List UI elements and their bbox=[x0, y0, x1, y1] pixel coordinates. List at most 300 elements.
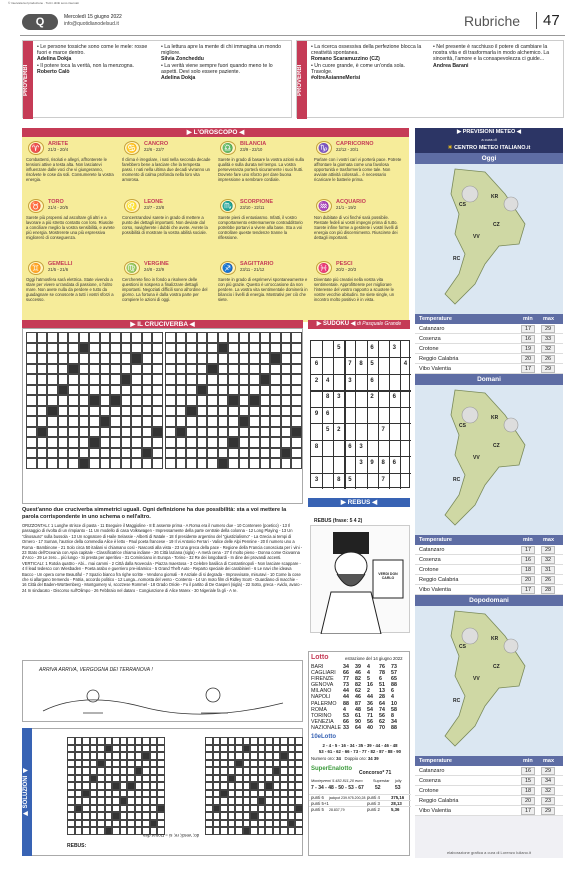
crossword-cell[interactable] bbox=[26, 343, 37, 354]
crossword-cell[interactable] bbox=[260, 458, 271, 469]
crossword-cell[interactable] bbox=[112, 805, 120, 813]
crossword-cell[interactable] bbox=[197, 364, 208, 375]
crossword-cell[interactable] bbox=[265, 812, 273, 820]
crossword-cell[interactable] bbox=[110, 406, 121, 417]
crossword-cell[interactable] bbox=[47, 353, 58, 364]
crossword-cell[interactable] bbox=[207, 458, 218, 469]
crossword-cell[interactable] bbox=[260, 374, 271, 385]
crossword-cell[interactable] bbox=[152, 374, 163, 385]
crossword-cell[interactable] bbox=[228, 416, 239, 427]
crossword-cell[interactable] bbox=[105, 767, 113, 775]
crossword-cell[interactable] bbox=[150, 745, 158, 753]
crossword-cell[interactable] bbox=[131, 343, 142, 354]
crossword-cell[interactable] bbox=[273, 782, 281, 790]
crossword-cell[interactable] bbox=[37, 385, 48, 396]
crossword-cell[interactable] bbox=[260, 385, 271, 396]
crossword-cell[interactable] bbox=[58, 458, 69, 469]
crossword-cell[interactable] bbox=[280, 812, 288, 820]
crossword-cell[interactable] bbox=[220, 805, 228, 813]
crossword-cell[interactable] bbox=[176, 416, 187, 427]
crossword-cell[interactable] bbox=[235, 820, 243, 828]
crossword-cell[interactable] bbox=[205, 805, 213, 813]
crossword-cell[interactable] bbox=[228, 395, 239, 406]
crossword-cell[interactable] bbox=[295, 760, 303, 768]
crossword-cell[interactable] bbox=[89, 437, 100, 448]
crossword-cell[interactable] bbox=[79, 353, 90, 364]
crossword-cell[interactable] bbox=[273, 812, 281, 820]
crossword-cell[interactable] bbox=[260, 416, 271, 427]
crossword-cell[interactable] bbox=[265, 775, 273, 783]
crossword-cell[interactable] bbox=[207, 395, 218, 406]
crossword-cell[interactable] bbox=[131, 332, 142, 343]
crossword-cell[interactable] bbox=[58, 395, 69, 406]
crossword-cell[interactable] bbox=[105, 782, 113, 790]
crossword-cell[interactable] bbox=[150, 820, 158, 828]
crossword-cell[interactable] bbox=[100, 374, 111, 385]
crossword-cell[interactable] bbox=[135, 790, 143, 798]
crossword-cell[interactable] bbox=[105, 790, 113, 798]
crossword-cell[interactable] bbox=[142, 737, 150, 745]
crossword-cell[interactable] bbox=[243, 752, 251, 760]
crossword-cell[interactable] bbox=[205, 767, 213, 775]
crossword-cell[interactable] bbox=[258, 827, 266, 835]
crossword-cell[interactable] bbox=[176, 427, 187, 438]
crossword-cell[interactable] bbox=[228, 790, 236, 798]
crossword-cell[interactable] bbox=[75, 767, 83, 775]
crossword-cell[interactable] bbox=[89, 406, 100, 417]
crossword-cell[interactable] bbox=[37, 406, 48, 417]
crossword-cell[interactable] bbox=[142, 805, 150, 813]
crossword-cell[interactable] bbox=[220, 782, 228, 790]
crossword-cell[interactable] bbox=[228, 745, 236, 753]
crossword-cell[interactable] bbox=[142, 458, 153, 469]
sudoku-cell[interactable]: 8 bbox=[337, 476, 341, 483]
crossword-cell[interactable] bbox=[176, 406, 187, 417]
crossword-cell[interactable] bbox=[197, 395, 208, 406]
crossword-cell[interactable] bbox=[280, 775, 288, 783]
crossword-cell[interactable] bbox=[67, 752, 75, 760]
sudoku-cell[interactable]: 2 bbox=[314, 377, 319, 384]
crossword-cell[interactable] bbox=[291, 427, 302, 438]
crossword-cell[interactable] bbox=[291, 437, 302, 448]
crossword-cell[interactable] bbox=[26, 332, 37, 343]
crossword-cell[interactable] bbox=[213, 805, 221, 813]
crossword-cell[interactable] bbox=[288, 737, 296, 745]
crossword-cell[interactable] bbox=[131, 353, 142, 364]
crossword-cell[interactable] bbox=[273, 745, 281, 753]
crossword-cell[interactable] bbox=[152, 437, 163, 448]
crossword-cell[interactable] bbox=[218, 416, 229, 427]
crossword-cell[interactable] bbox=[186, 395, 197, 406]
crossword-cell[interactable] bbox=[205, 797, 213, 805]
crossword-cell[interactable] bbox=[280, 752, 288, 760]
crossword-cell[interactable] bbox=[58, 364, 69, 375]
crossword-cell[interactable] bbox=[243, 767, 251, 775]
crossword-cell[interactable] bbox=[291, 364, 302, 375]
crossword-cell[interactable] bbox=[249, 353, 260, 364]
crossword-cell[interactable] bbox=[291, 385, 302, 396]
crossword-cell[interactable] bbox=[165, 437, 176, 448]
sudoku-cell[interactable]: 6 bbox=[392, 460, 396, 467]
crossword-cell[interactable] bbox=[220, 752, 228, 760]
crossword-cell[interactable] bbox=[97, 775, 105, 783]
crossword-cell[interactable] bbox=[265, 752, 273, 760]
crossword-cell[interactable] bbox=[142, 416, 153, 427]
sudoku-cell[interactable]: 7 bbox=[381, 476, 385, 483]
crossword-cell[interactable] bbox=[112, 790, 120, 798]
crossword-cell[interactable] bbox=[47, 406, 58, 417]
crossword-cell[interactable] bbox=[186, 374, 197, 385]
contact-email[interactable]: info@quotidianodelsud.it bbox=[64, 21, 119, 27]
crossword-cell[interactable] bbox=[250, 767, 258, 775]
crossword-cell[interactable] bbox=[280, 760, 288, 768]
crossword-cell[interactable] bbox=[205, 775, 213, 783]
crossword-cell[interactable] bbox=[280, 805, 288, 813]
crossword-cell[interactable] bbox=[105, 812, 113, 820]
crossword-cell[interactable] bbox=[228, 343, 239, 354]
crossword-cell[interactable] bbox=[142, 406, 153, 417]
crossword-cell[interactable] bbox=[207, 332, 218, 343]
crossword-cell[interactable] bbox=[120, 812, 128, 820]
crossword-cell[interactable] bbox=[281, 427, 292, 438]
crossword-cell[interactable] bbox=[82, 760, 90, 768]
crossword-cell[interactable] bbox=[90, 752, 98, 760]
crossword-cell[interactable] bbox=[270, 385, 281, 396]
crossword-cell[interactable] bbox=[260, 427, 271, 438]
crossword-cell[interactable] bbox=[100, 458, 111, 469]
crossword-cell[interactable] bbox=[150, 737, 158, 745]
crossword-cell[interactable] bbox=[47, 343, 58, 354]
crossword-cell[interactable] bbox=[26, 353, 37, 364]
crossword-cell[interactable] bbox=[79, 385, 90, 396]
sudoku-cell[interactable]: 3 bbox=[392, 345, 396, 351]
crossword-cell[interactable] bbox=[47, 332, 58, 343]
crossword-cell[interactable] bbox=[37, 437, 48, 448]
crossword-cell[interactable] bbox=[295, 752, 303, 760]
crossword-cell[interactable] bbox=[68, 406, 79, 417]
crossword-cell[interactable] bbox=[281, 416, 292, 427]
crossword-cell[interactable] bbox=[228, 760, 236, 768]
crossword-cell[interactable] bbox=[121, 427, 132, 438]
crossword-cell[interactable] bbox=[67, 812, 75, 820]
crossword-cell[interactable] bbox=[165, 427, 176, 438]
crossword-cell[interactable] bbox=[260, 353, 271, 364]
crossword-cell[interactable] bbox=[295, 812, 303, 820]
crossword-cell[interactable] bbox=[270, 406, 281, 417]
crossword-cell[interactable] bbox=[68, 437, 79, 448]
crossword-cell[interactable] bbox=[239, 458, 250, 469]
crossword-cell[interactable] bbox=[273, 775, 281, 783]
crossword-cell[interactable] bbox=[249, 374, 260, 385]
crossword-cell[interactable] bbox=[79, 395, 90, 406]
crossword-cell[interactable] bbox=[291, 343, 302, 354]
crossword-cell[interactable] bbox=[100, 332, 111, 343]
crossword-cell[interactable] bbox=[97, 745, 105, 753]
crossword-cell[interactable] bbox=[127, 820, 135, 828]
crossword-cell[interactable] bbox=[280, 767, 288, 775]
crossword-cell[interactable] bbox=[135, 782, 143, 790]
crossword-cell[interactable] bbox=[26, 364, 37, 375]
crossword-cell[interactable] bbox=[186, 416, 197, 427]
crossword-cell[interactable] bbox=[142, 343, 153, 354]
crossword-cell[interactable] bbox=[90, 827, 98, 835]
crossword-cell[interactable] bbox=[131, 385, 142, 396]
crossword-cell[interactable] bbox=[295, 737, 303, 745]
crossword-cell[interactable] bbox=[110, 427, 121, 438]
crossword-cell[interactable] bbox=[89, 416, 100, 427]
crossword-cell[interactable] bbox=[291, 458, 302, 469]
crossword-cell[interactable] bbox=[280, 827, 288, 835]
crossword-cell[interactable] bbox=[105, 752, 113, 760]
crossword-cell[interactable] bbox=[26, 427, 37, 438]
crossword-cell[interactable] bbox=[288, 827, 296, 835]
crossword-cell[interactable] bbox=[82, 790, 90, 798]
crossword-cell[interactable] bbox=[205, 782, 213, 790]
crossword-cell[interactable] bbox=[100, 364, 111, 375]
crossword-cell[interactable] bbox=[280, 745, 288, 753]
crossword-cell[interactable] bbox=[165, 374, 176, 385]
crossword-cell[interactable] bbox=[37, 427, 48, 438]
crossword-cell[interactable] bbox=[197, 448, 208, 459]
crossword-cell[interactable] bbox=[110, 395, 121, 406]
crossword-cell[interactable] bbox=[218, 343, 229, 354]
crossword-cell[interactable] bbox=[220, 760, 228, 768]
crossword-cell[interactable] bbox=[228, 775, 236, 783]
crossword-cell[interactable] bbox=[165, 343, 176, 354]
crossword-cell[interactable] bbox=[142, 752, 150, 760]
crossword-cell[interactable] bbox=[288, 782, 296, 790]
crossword-cell[interactable] bbox=[291, 406, 302, 417]
crossword-cell[interactable] bbox=[37, 364, 48, 375]
crossword-cell[interactable] bbox=[26, 458, 37, 469]
crossword-cell[interactable] bbox=[235, 775, 243, 783]
crossword-cell[interactable] bbox=[89, 343, 100, 354]
crossword-cell[interactable] bbox=[165, 406, 176, 417]
crossword-cell[interactable] bbox=[213, 767, 221, 775]
crossword-cell[interactable] bbox=[120, 760, 128, 768]
crossword-cell[interactable] bbox=[265, 760, 273, 768]
crossword-cell[interactable] bbox=[79, 343, 90, 354]
crossword-cell[interactable] bbox=[26, 395, 37, 406]
crossword-cell[interactable] bbox=[281, 406, 292, 417]
crossword-cell[interactable] bbox=[100, 343, 111, 354]
crossword-cell[interactable] bbox=[110, 364, 121, 375]
crossword-cell[interactable] bbox=[150, 782, 158, 790]
crossword-cell[interactable] bbox=[152, 332, 163, 343]
crossword-cell[interactable] bbox=[75, 827, 83, 835]
crossword-cell[interactable] bbox=[249, 385, 260, 396]
crossword-cell[interactable] bbox=[152, 448, 163, 459]
crossword-cell[interactable] bbox=[120, 752, 128, 760]
crossword-cell[interactable] bbox=[249, 416, 260, 427]
crossword-cell[interactable] bbox=[112, 752, 120, 760]
crossword-cell[interactable] bbox=[265, 820, 273, 828]
crossword-cell[interactable] bbox=[213, 752, 221, 760]
crossword-cell[interactable] bbox=[135, 737, 143, 745]
crossword-cell[interactable] bbox=[235, 760, 243, 768]
crossword-cell[interactable] bbox=[79, 416, 90, 427]
crossword-cell[interactable] bbox=[131, 406, 142, 417]
crossword-cell[interactable] bbox=[235, 782, 243, 790]
crossword-cell[interactable] bbox=[250, 827, 258, 835]
crossword-cell[interactable] bbox=[228, 353, 239, 364]
crossword-cell[interactable] bbox=[89, 364, 100, 375]
crossword-cell[interactable] bbox=[186, 332, 197, 343]
crossword-cell[interactable] bbox=[58, 332, 69, 343]
crossword-cell[interactable] bbox=[270, 353, 281, 364]
crossword-cell[interactable] bbox=[150, 812, 158, 820]
crossword-cell[interactable] bbox=[270, 395, 281, 406]
crossword-cell[interactable] bbox=[239, 448, 250, 459]
crossword-cell[interactable] bbox=[218, 374, 229, 385]
crossword-cell[interactable] bbox=[135, 827, 143, 835]
crossword-cell[interactable] bbox=[26, 437, 37, 448]
crossword-cell[interactable] bbox=[250, 797, 258, 805]
crossword-cell[interactable] bbox=[157, 820, 165, 828]
crossword-cell[interactable] bbox=[112, 812, 120, 820]
crossword-cell[interactable] bbox=[100, 406, 111, 417]
crossword-cell[interactable] bbox=[165, 364, 176, 375]
crossword-cell[interactable] bbox=[89, 374, 100, 385]
sudoku-cell[interactable]: 2 bbox=[370, 394, 374, 401]
crossword-cell[interactable] bbox=[165, 353, 176, 364]
crossword-cell[interactable] bbox=[97, 752, 105, 760]
crossword-cell[interactable] bbox=[260, 406, 271, 417]
crossword-cell[interactable] bbox=[142, 812, 150, 820]
sudoku-cell[interactable]: 8 bbox=[381, 460, 385, 467]
crossword-cell[interactable] bbox=[152, 385, 163, 396]
sudoku-cell[interactable]: 5 bbox=[348, 476, 352, 483]
crossword-cell[interactable] bbox=[250, 812, 258, 820]
crossword-cell[interactable] bbox=[249, 332, 260, 343]
crossword-cell[interactable] bbox=[26, 416, 37, 427]
crossword-cell[interactable] bbox=[67, 760, 75, 768]
crossword-cell[interactable] bbox=[295, 775, 303, 783]
crossword-cell[interactable] bbox=[131, 416, 142, 427]
crossword-cell[interactable] bbox=[135, 812, 143, 820]
crossword-cell[interactable] bbox=[68, 416, 79, 427]
crossword-cell[interactable] bbox=[97, 812, 105, 820]
crossword-cell[interactable] bbox=[112, 767, 120, 775]
crossword-cell[interactable] bbox=[121, 416, 132, 427]
crossword-cell[interactable] bbox=[157, 790, 165, 798]
crossword-cell[interactable] bbox=[142, 820, 150, 828]
crossword-cell[interactable] bbox=[258, 820, 266, 828]
crossword-cell[interactable] bbox=[150, 797, 158, 805]
crossword-cell[interactable] bbox=[67, 745, 75, 753]
crossword-cell[interactable] bbox=[258, 760, 266, 768]
crossword-cell[interactable] bbox=[75, 760, 83, 768]
crossword-cell[interactable] bbox=[135, 767, 143, 775]
sudoku-cell[interactable]: 4 bbox=[325, 377, 330, 384]
crossword-cell[interactable] bbox=[228, 812, 236, 820]
crossword-cell[interactable] bbox=[288, 790, 296, 798]
crossword-cell[interactable] bbox=[68, 448, 79, 459]
crossword-cell[interactable] bbox=[207, 437, 218, 448]
crossword-cell[interactable] bbox=[243, 745, 251, 753]
sudoku-cell[interactable]: 8 bbox=[359, 361, 363, 368]
crossword-cell[interactable] bbox=[213, 782, 221, 790]
crossword-cell[interactable] bbox=[228, 797, 236, 805]
crossword-cell[interactable] bbox=[249, 395, 260, 406]
crossword-cell[interactable] bbox=[157, 805, 165, 813]
crossword-cell[interactable] bbox=[258, 812, 266, 820]
crossword-cell[interactable] bbox=[82, 737, 90, 745]
crossword-cell[interactable] bbox=[142, 437, 153, 448]
crossword-cell[interactable] bbox=[288, 752, 296, 760]
crossword-cell[interactable] bbox=[165, 448, 176, 459]
crossword-cell[interactable] bbox=[249, 427, 260, 438]
crossword-cell[interactable] bbox=[295, 790, 303, 798]
crossword-cell[interactable] bbox=[243, 760, 251, 768]
crossword-cell[interactable] bbox=[176, 458, 187, 469]
sudoku-cell[interactable]: 6 bbox=[392, 394, 396, 401]
crossword-cell[interactable] bbox=[127, 767, 135, 775]
crossword-cell[interactable] bbox=[47, 427, 58, 438]
crossword-cell[interactable] bbox=[291, 374, 302, 385]
crossword-cell[interactable] bbox=[90, 812, 98, 820]
crossword-cell[interactable] bbox=[249, 448, 260, 459]
crossword-cell[interactable] bbox=[75, 737, 83, 745]
crossword-cell[interactable] bbox=[265, 797, 273, 805]
crossword-cell[interactable] bbox=[165, 385, 176, 396]
crossword-cell[interactable] bbox=[157, 752, 165, 760]
crossword-cell[interactable] bbox=[176, 437, 187, 448]
crossword-cell[interactable] bbox=[270, 374, 281, 385]
crossword-cell[interactable] bbox=[67, 820, 75, 828]
crossword-cell[interactable] bbox=[239, 343, 250, 354]
crossword-cell[interactable] bbox=[82, 805, 90, 813]
crossword-cell[interactable] bbox=[90, 782, 98, 790]
crossword-cell[interactable] bbox=[260, 364, 271, 375]
crossword-cell[interactable] bbox=[243, 820, 251, 828]
crossword-cell[interactable] bbox=[75, 790, 83, 798]
crossword-cell[interactable] bbox=[205, 790, 213, 798]
crossword-cell[interactable] bbox=[239, 364, 250, 375]
crossword-cell[interactable] bbox=[295, 767, 303, 775]
crossword-cell[interactable] bbox=[205, 827, 213, 835]
crossword-cell[interactable] bbox=[288, 767, 296, 775]
crossword-cell[interactable] bbox=[75, 782, 83, 790]
crossword-cell[interactable] bbox=[220, 797, 228, 805]
crossword-cell[interactable] bbox=[270, 332, 281, 343]
crossword-cell[interactable] bbox=[112, 775, 120, 783]
crossword-cell[interactable] bbox=[239, 374, 250, 385]
crossword-cell[interactable] bbox=[90, 820, 98, 828]
crossword-cell[interactable] bbox=[152, 406, 163, 417]
crossword-cell[interactable] bbox=[79, 458, 90, 469]
crossword-cell[interactable] bbox=[135, 775, 143, 783]
crossword-cell[interactable] bbox=[67, 805, 75, 813]
crossword-cell[interactable] bbox=[110, 458, 121, 469]
crossword-cell[interactable] bbox=[176, 385, 187, 396]
crossword-cell[interactable] bbox=[97, 820, 105, 828]
crossword-cell[interactable] bbox=[75, 752, 83, 760]
crossword-cell[interactable] bbox=[250, 760, 258, 768]
crossword-cell[interactable] bbox=[220, 767, 228, 775]
crossword-cell[interactable] bbox=[205, 745, 213, 753]
crossword-cell[interactable] bbox=[165, 416, 176, 427]
crossword-cell[interactable] bbox=[110, 353, 121, 364]
crossword-cell[interactable] bbox=[235, 790, 243, 798]
crossword-cell[interactable] bbox=[79, 448, 90, 459]
crossword-cell[interactable] bbox=[205, 752, 213, 760]
sudoku-cell[interactable]: 8 bbox=[325, 394, 330, 401]
crossword-cell[interactable] bbox=[250, 737, 258, 745]
crossword-cell[interactable] bbox=[228, 737, 236, 745]
crossword-cell[interactable] bbox=[165, 458, 176, 469]
crossword-cell[interactable] bbox=[218, 458, 229, 469]
